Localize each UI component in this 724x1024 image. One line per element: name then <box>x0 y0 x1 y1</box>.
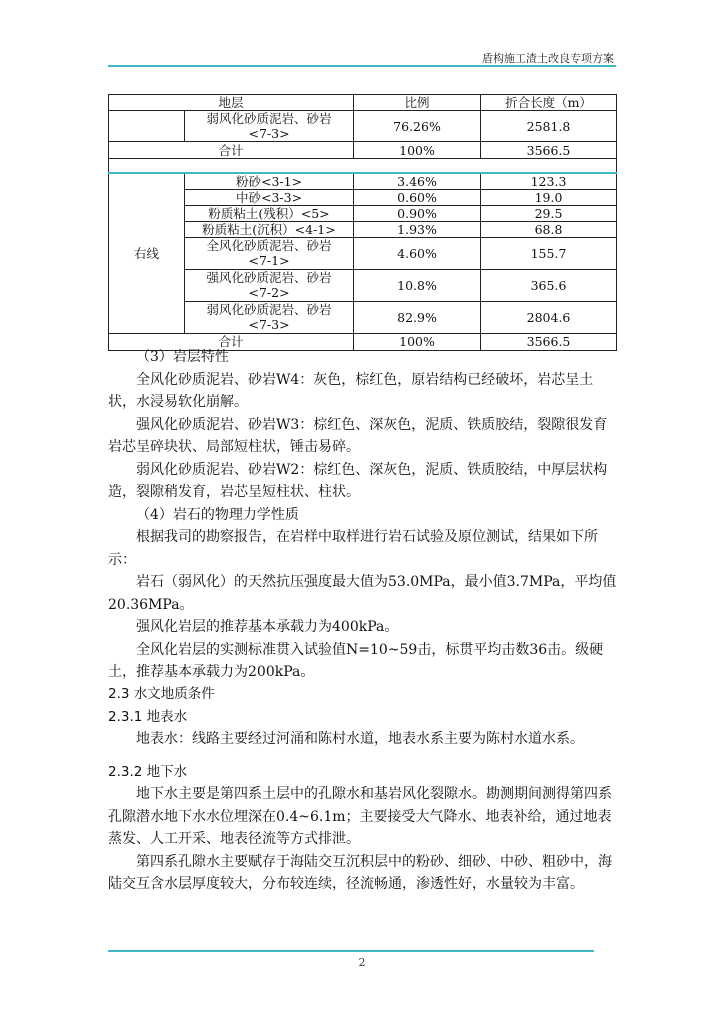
heading-2-3-1: 2.3.1 地表水 <box>108 708 188 725</box>
table-row <box>109 189 617 205</box>
strata-table <box>108 94 617 351</box>
header-ratio: 比例 <box>354 95 481 111</box>
paragraph: 地表水：线路主要经过河涌和陈村水道，地表水系主要为陈村水道水系。 <box>136 731 584 747</box>
stratum-name: 粉质粘土(沉积）<4-1> <box>185 221 354 237</box>
stratum-length: 29.5 <box>481 205 617 221</box>
stratum-ratio: 4.60% <box>354 237 481 269</box>
table-row <box>109 173 617 190</box>
paragraph: 强风化砂质泥岩、砂岩W3：棕红色、深灰色，泥质、铁质胶结，裂隙很发育岩芯呈碎块状、局部短柱状，锤击易碎。 <box>108 416 608 455</box>
table-row <box>109 111 617 142</box>
table-total-row <box>109 142 617 159</box>
stratum-length: 2804.6 <box>481 301 617 333</box>
table-row <box>109 205 617 221</box>
section-heading: （4）岩石的物理力学性质 <box>136 506 299 523</box>
total-label: 合计 <box>109 333 354 350</box>
stratum-ratio: 0.90% <box>354 205 481 221</box>
document-header-title: 盾构施工渣土改良专项方案 <box>482 52 614 65</box>
stratum-name: 中砂<3-3> <box>185 189 354 205</box>
total-length: 3566.5 <box>481 333 617 350</box>
header-rule <box>108 65 616 67</box>
stratum-name: 粉砂<3-1> <box>185 173 354 190</box>
stratum-length: 68.8 <box>481 221 617 237</box>
section-heading: （3）岩层特性 <box>136 349 229 365</box>
stratum-ratio: 0.60% <box>354 189 481 205</box>
paragraph: 全风化砂质泥岩、砂岩W4：灰色，棕红色，原岩结构已经破坏，岩芯呈土状，水浸易软化崩解。 <box>108 371 594 410</box>
paragraph: 全风化岩层的实测标准贯入试验值N=10~59击，标贯平均击数36击。级硬土，推荐基本承载力为200kPa。 <box>108 641 604 680</box>
stratum-length: 155.7 <box>481 237 617 269</box>
stratum-name: 粉质粘土(残积）<5> <box>185 205 354 221</box>
paragraph: 强风化岩层的推荐基本承载力为400kPa。 <box>136 619 399 635</box>
total-ratio: 100% <box>354 333 481 350</box>
table-row <box>109 221 617 237</box>
paragraph: 第四系孔隙水主要赋存于海陆交互沉积层中的粉砂、细砂、中砂、粗砂中，海陆交互含水层厚度较大，分布较连续，径流畅通，渗透性好，水量较为丰富。 <box>108 853 612 892</box>
paragraph: 地下水主要是第四系土层中的孔隙水和基岩风化裂隙水。勘测期间测得第四系孔隙潜水地下水水位埋深在0.4~6.1m；主要接受大气降水、地表补给，通过地表蒸发、人工开采、地表径流等方式排泄。 <box>108 786 612 847</box>
stratum-name: 强风化砂质泥岩、砂岩 <7-2> <box>185 269 354 301</box>
table-row <box>109 237 617 269</box>
footer-rule <box>108 950 594 952</box>
total-label: 合计 <box>109 142 354 159</box>
stratum-length: 19.0 <box>481 189 617 205</box>
paragraph: 岩石（弱风化）的天然抗压强度最大值为53.0MPa，最小值3.7MPa，平均值20.36MPa。 <box>108 574 617 613</box>
stratum-ratio: 1.93% <box>354 221 481 237</box>
paragraph: 根据我司的勘察报告，在岩样中取样进行岩石试验及原位测试，结果如下所示： <box>108 529 598 568</box>
header-length: 折合长度（m） <box>481 95 617 111</box>
stratum-ratio: 10.8% <box>354 269 481 301</box>
stratum-name: 弱风化砂质泥岩、砂岩 <7-3> <box>185 301 354 333</box>
header-stratum: 地层 <box>109 95 354 111</box>
stratum-name: 全风化砂质泥岩、砂岩 <7-1> <box>185 237 354 269</box>
total-length: 3566.5 <box>481 142 617 159</box>
stratum-length: 2581.8 <box>481 111 617 142</box>
paragraph: 弱风化砂质泥岩、砂岩W2：棕红色、深灰色，泥质、铁质胶结，中厚层状构造，裂隙稍发育，岩芯呈短柱状、柱状。 <box>108 461 608 500</box>
section-hydrogeology <box>108 683 618 896</box>
stratum-name: 弱风化砂质泥岩、砂岩 <7-3> <box>185 111 354 142</box>
table-row <box>109 269 617 301</box>
stratum-length: 365.6 <box>481 269 617 301</box>
stratum-ratio: 76.26% <box>354 111 481 142</box>
table-spacer-row <box>109 159 617 173</box>
stratum-length: 123.3 <box>481 173 617 190</box>
total-ratio: 100% <box>354 142 481 159</box>
section-rock-properties <box>108 346 618 684</box>
group-label: 右线 <box>109 173 185 334</box>
table-row <box>109 301 617 333</box>
table-header-row <box>109 95 617 111</box>
heading-2-3-2: 2.3.2 地下水 <box>108 763 188 780</box>
stratum-ratio: 3.46% <box>354 173 481 190</box>
stratum-ratio: 82.9% <box>354 301 481 333</box>
heading-2-3: 2.3 水文地质条件 <box>108 686 215 702</box>
page-number: 2 <box>358 956 366 969</box>
